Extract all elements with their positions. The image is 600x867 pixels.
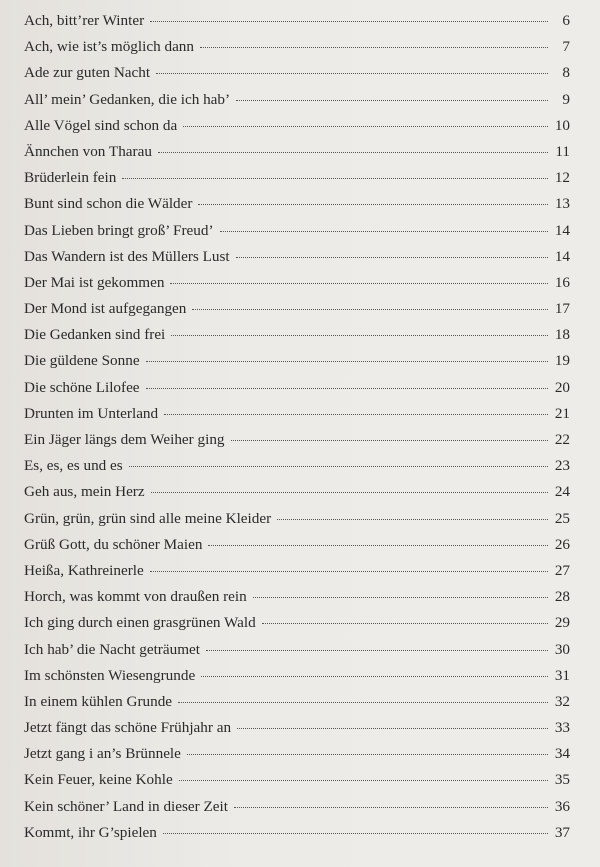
dot-leader <box>171 334 548 336</box>
dot-leader <box>178 701 548 703</box>
toc-entry-page-number: 37 <box>554 823 570 841</box>
toc-entry <box>24 191 570 217</box>
dot-leader <box>187 753 548 755</box>
dot-leader <box>236 99 548 101</box>
toc-entry-page-number: 16 <box>554 273 570 291</box>
toc-entry-page-number: 12 <box>554 169 570 187</box>
toc-entry-page-number: 10 <box>554 116 570 134</box>
toc-entry-title: Jetzt gang i an’s Brünnele <box>24 745 181 763</box>
dot-leader <box>164 413 548 415</box>
toc-entry-title: Grüß Gott, du schöner Maien <box>24 535 203 553</box>
toc-entry-page-number: 7 <box>562 38 570 56</box>
toc-entry <box>24 139 570 165</box>
dot-leader <box>156 72 548 74</box>
dot-leader <box>150 20 548 22</box>
toc-entry-page-number: 31 <box>554 666 570 684</box>
toc-entry-page-number: 14 <box>554 247 570 265</box>
toc-entry-title: Der Mai ist gekommen <box>24 273 165 291</box>
dot-leader <box>146 360 548 362</box>
toc-entry-title: In einem kühlen Grunde <box>24 692 173 710</box>
toc-entry <box>24 453 570 479</box>
toc-entry-page-number: 21 <box>554 404 570 422</box>
toc-entry-page-number: 8 <box>562 64 570 82</box>
toc-entry <box>24 532 570 558</box>
toc-entry <box>24 401 570 427</box>
dot-leader <box>151 491 548 493</box>
dot-leader <box>170 282 548 284</box>
dot-leader <box>192 308 548 310</box>
toc-entry-page-number: 28 <box>554 588 570 606</box>
toc-entry <box>24 558 570 584</box>
toc-entry-title: Ich ging durch einen grasgrünen Wald <box>24 614 256 632</box>
dot-leader <box>163 832 548 834</box>
toc-entry-page-number: 35 <box>554 771 570 789</box>
toc-entry-title: Horch, was kommt von draußen rein <box>24 588 247 606</box>
toc-entry <box>24 348 570 374</box>
dot-leader <box>206 649 548 651</box>
dot-leader <box>158 151 548 153</box>
toc-entry <box>24 8 570 34</box>
toc-entry-title: Drunten im Unterland <box>24 404 159 422</box>
toc-entry <box>24 820 570 846</box>
toc-entry <box>24 60 570 86</box>
toc-entry-title: Heißa, Kathreinerle <box>24 561 144 579</box>
dot-leader <box>150 570 548 572</box>
toc-entry <box>24 689 570 715</box>
dot-leader <box>234 806 548 808</box>
toc-entry-page-number: 32 <box>554 692 570 710</box>
dot-leader <box>201 675 548 677</box>
toc-entry-page-number: 17 <box>554 300 570 318</box>
toc-entry-title: Kein Feuer, keine Kohle <box>24 771 173 789</box>
toc-entry <box>24 113 570 139</box>
toc-entry <box>24 270 570 296</box>
toc-entry <box>24 794 570 820</box>
toc-entry <box>24 741 570 767</box>
toc-entry-page-number: 33 <box>554 719 570 737</box>
dot-leader <box>179 779 548 781</box>
toc-entry-page-number: 14 <box>554 221 570 239</box>
toc-entry <box>24 375 570 401</box>
dot-leader <box>231 439 548 441</box>
dot-leader <box>129 465 548 467</box>
toc-entry-page-number: 25 <box>554 509 570 527</box>
toc-entry-title: Brüderlein fein <box>24 169 117 187</box>
toc-entry-page-number: 20 <box>554 378 570 396</box>
toc-entry-page-number: 36 <box>554 797 570 815</box>
toc-entry-title: Grün, grün, grün sind alle meine Kleider <box>24 509 272 527</box>
toc-entry-title: Es, es, es und es <box>24 457 123 475</box>
toc-entry-page-number: 18 <box>554 326 570 344</box>
dot-leader <box>200 46 548 48</box>
toc-entry-page-number: 9 <box>562 90 570 108</box>
toc-entry-title: Kein schöner’ Land in dieser Zeit <box>24 797 228 815</box>
toc-entry-page-number: 22 <box>554 431 570 448</box>
toc-entry <box>24 165 570 191</box>
toc-entry <box>24 296 570 322</box>
dot-leader <box>183 125 548 127</box>
toc-entry-title: Der Mond ist aufgegangen <box>24 300 187 318</box>
dot-leader <box>146 387 548 389</box>
toc-entry-page-number: 13 <box>554 195 570 213</box>
toc-entry-title: Das Lieben bringt groß’ Freud’ <box>24 221 214 239</box>
toc-entry-title: Im schönsten Wiesengrunde <box>24 666 196 684</box>
toc-entry-title: Die güldene Sonne <box>24 352 140 370</box>
toc-entry-title: Ännchen von Tharau <box>24 142 152 160</box>
toc-entry-title: Ach, bitt’rer Winter <box>24 12 145 29</box>
toc-entry <box>24 767 570 793</box>
toc-entry-title: Ach, wie ist’s möglich dann <box>24 38 194 56</box>
toc-entry-page-number: 30 <box>554 640 570 658</box>
toc-entry-page-number: 23 <box>554 457 570 475</box>
dot-leader <box>236 256 548 258</box>
toc-entry-title: Kommt, ihr G’spielen <box>24 823 157 841</box>
toc-entry-title: All’ mein’ Gedanken, die ich hab’ <box>24 90 231 108</box>
toc-entry <box>24 427 570 453</box>
toc-entry <box>24 584 570 610</box>
toc-entry-title: Alle Vögel sind schon da <box>24 116 178 134</box>
toc-entry <box>24 244 570 270</box>
dot-leader <box>237 727 548 729</box>
toc-entry <box>24 34 570 60</box>
toc-entry-title: Ein Jäger längs dem Weiher ging <box>24 431 225 448</box>
dot-leader <box>253 596 548 598</box>
toc-entry <box>24 479 570 505</box>
toc-entry <box>24 87 570 113</box>
toc-entry-page-number: 29 <box>554 614 570 632</box>
toc-entry-page-number: 19 <box>554 352 570 370</box>
toc-entry <box>24 506 570 532</box>
toc-entry-title: Die schöne Lilofee <box>24 378 140 396</box>
table-of-contents <box>0 8 570 846</box>
toc-entry-page-number: 26 <box>554 535 570 553</box>
toc-entry <box>24 610 570 636</box>
dot-leader <box>208 544 548 546</box>
toc-entry <box>24 637 570 663</box>
dot-leader <box>262 622 548 624</box>
toc-entry-page-number: 34 <box>554 745 570 763</box>
toc-entry-title: Ade zur guten Nacht <box>24 64 151 82</box>
toc-entry-title: Die Gedanken sind frei <box>24 326 166 344</box>
toc-entry-page-number: 11 <box>555 142 570 160</box>
toc-entry-page-number: 6 <box>562 12 570 29</box>
dot-leader <box>122 177 548 179</box>
toc-entry <box>24 322 570 348</box>
toc-entry <box>24 663 570 689</box>
toc-entry <box>24 218 570 244</box>
dot-leader <box>220 230 548 232</box>
toc-entry-title: Geh aus, mein Herz <box>24 483 145 501</box>
toc-entry-title: Ich hab’ die Nacht geträumet <box>24 640 200 658</box>
dot-leader <box>198 203 548 205</box>
toc-entry-page-number: 27 <box>554 561 570 579</box>
toc-entry <box>24 715 570 741</box>
toc-entry-page-number: 24 <box>554 483 570 501</box>
dot-leader <box>277 518 548 520</box>
toc-entry-title: Bunt sind schon die Wälder <box>24 195 193 213</box>
toc-entry-title: Das Wandern ist des Müllers Lust <box>24 247 230 265</box>
toc-entry-title: Jetzt fängt das schöne Frühjahr an <box>24 719 232 737</box>
